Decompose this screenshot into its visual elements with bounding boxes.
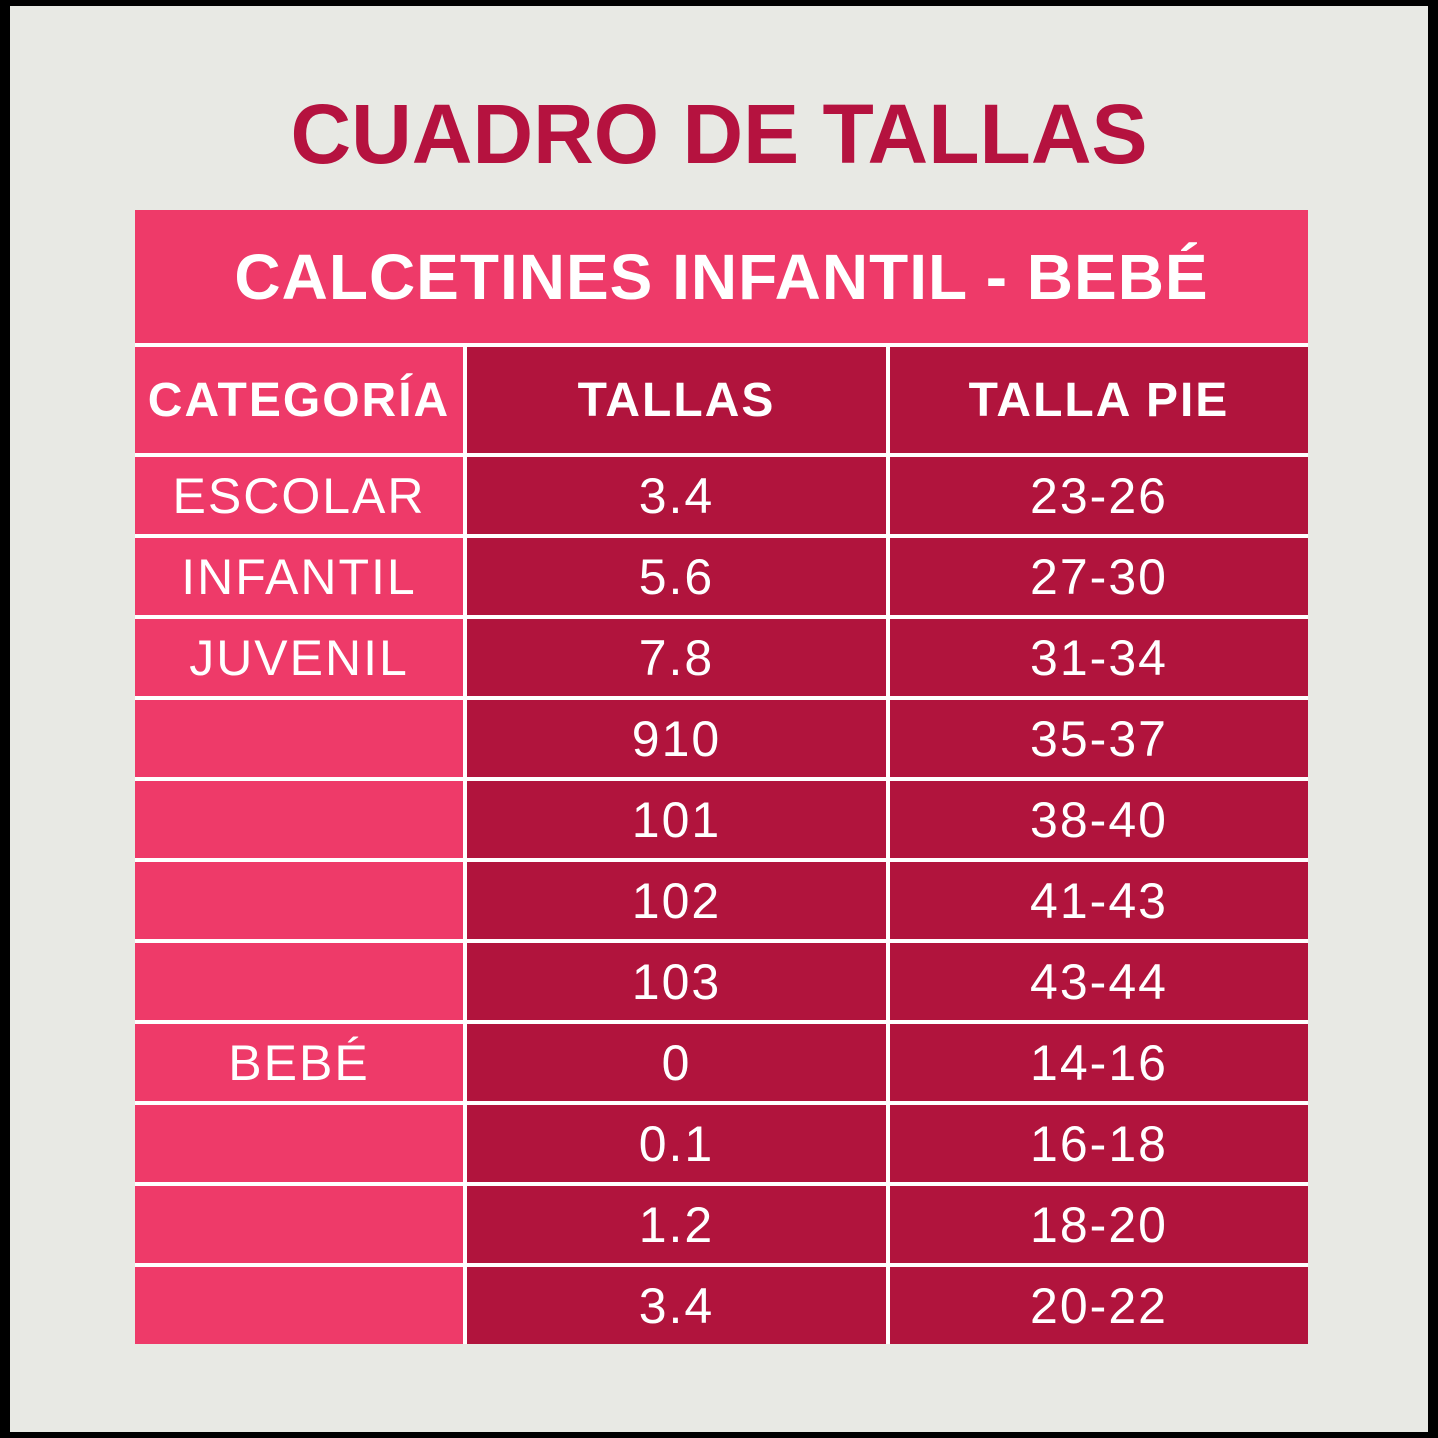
row-4-talla-pie: 38-40 [890, 781, 1308, 858]
row-7-talla-pie: 14-16 [890, 1024, 1308, 1101]
row-7-categoria: BEBÉ [135, 1024, 463, 1101]
column-header-categoria: CATEGORÍA [135, 347, 463, 453]
row-6-talla-pie: 43-44 [890, 943, 1308, 1020]
row-6-categoria [135, 943, 463, 1020]
row-10-talla-pie: 20-22 [890, 1267, 1308, 1344]
row-3-tallas: 910 [467, 700, 886, 777]
row-9-tallas: 1.2 [467, 1186, 886, 1263]
row-1-categoria: INFANTIL [135, 538, 463, 615]
row-8-talla-pie: 16-18 [890, 1105, 1308, 1182]
page-title: CUADRO DE TALLAS [290, 87, 1148, 181]
row-5-categoria [135, 862, 463, 939]
row-0-talla-pie: 23-26 [890, 457, 1308, 534]
row-4-categoria [135, 781, 463, 858]
row-10-categoria [135, 1267, 463, 1344]
row-8-categoria [135, 1105, 463, 1182]
row-1-tallas: 5.6 [467, 538, 886, 615]
row-7-tallas: 0 [467, 1024, 886, 1101]
row-10-tallas: 3.4 [467, 1267, 886, 1344]
row-6-tallas: 103 [467, 943, 886, 1020]
row-2-categoria: JUVENIL [135, 619, 463, 696]
table-banner: CALCETINES INFANTIL - BEBÉ [135, 210, 1308, 343]
row-2-talla-pie: 31-34 [890, 619, 1308, 696]
row-1-talla-pie: 27-30 [890, 538, 1308, 615]
row-0-tallas: 3.4 [467, 457, 886, 534]
poster-canvas [10, 6, 1428, 1432]
column-header-talla-pie: TALLA PIE [890, 347, 1308, 453]
row-5-tallas: 102 [467, 862, 886, 939]
row-3-talla-pie: 35-37 [890, 700, 1308, 777]
row-2-tallas: 7.8 [467, 619, 886, 696]
row-0-categoria: ESCOLAR [135, 457, 463, 534]
row-3-categoria [135, 700, 463, 777]
column-header-tallas: TALLAS [467, 347, 886, 453]
row-9-talla-pie: 18-20 [890, 1186, 1308, 1263]
row-8-tallas: 0.1 [467, 1105, 886, 1182]
row-4-tallas: 101 [467, 781, 886, 858]
row-5-talla-pie: 41-43 [890, 862, 1308, 939]
row-9-categoria [135, 1186, 463, 1263]
size-table [135, 210, 1308, 1344]
